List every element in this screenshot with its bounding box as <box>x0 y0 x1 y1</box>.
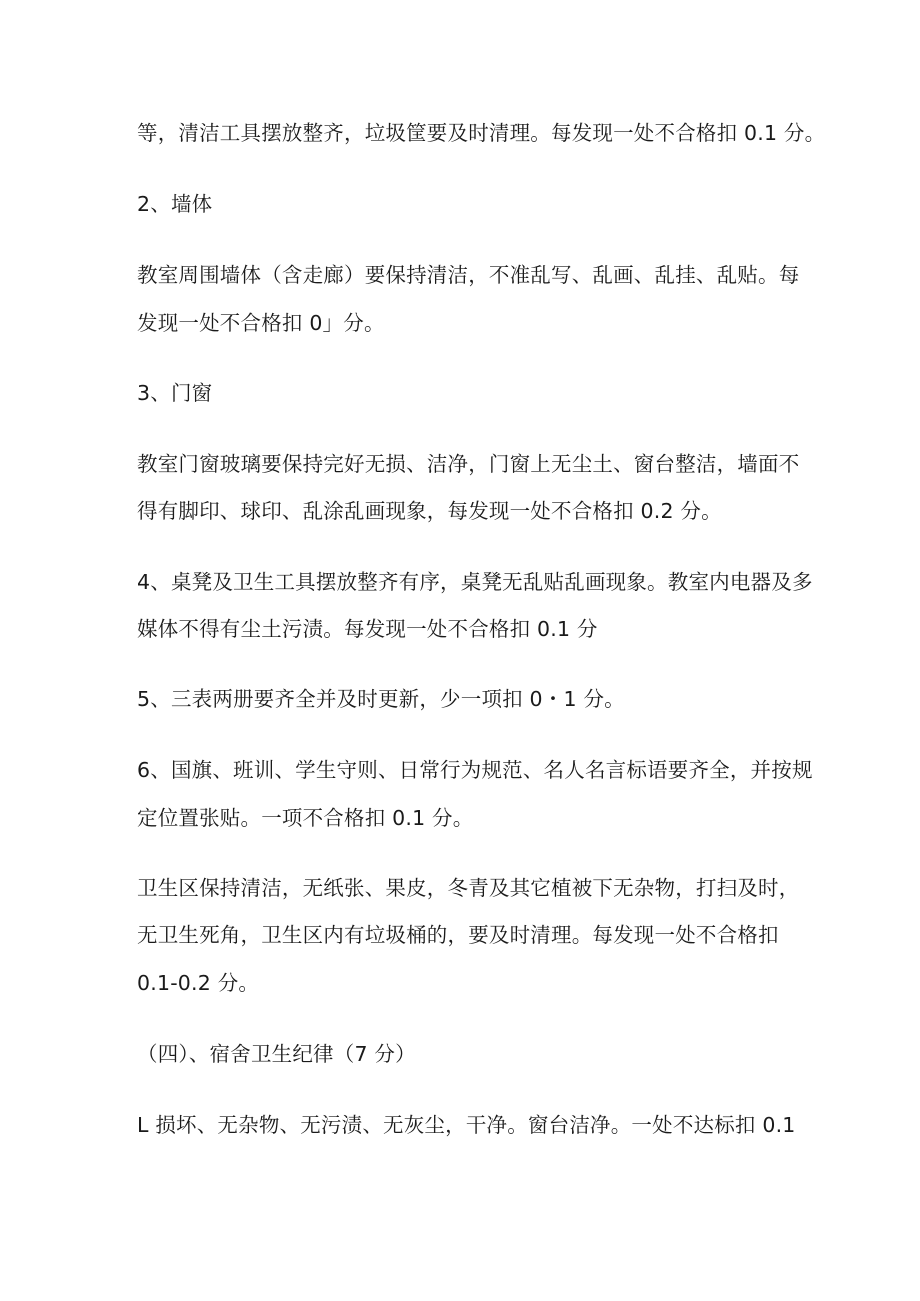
text-line-doors-1: 教室门窗玻璃要保持完好无损、洁净，门窗上无尘土、窗台整洁，墙面不 <box>137 452 800 476</box>
text-line-doors-2: 得有脚印、球印、乱涂乱画现象，每发现一处不合格扣 0.2 分。 <box>137 499 722 523</box>
heading-doors-windows: 3、门窗 <box>137 381 213 405</box>
text-line-hygiene-area-2: 无卫生死角，卫生区内有垃圾桶的，要及时清理。每发现一处不合格扣 <box>137 923 779 947</box>
text-line-desks-1: 4、桌凳及卫生工具摆放整齐有序，桌凳无乱贴乱画现象。教室内电器及多 <box>137 570 813 594</box>
text-line-tables-records: 5、三表两册要齐全并及时更新，少一项扣 0・1 分。 <box>137 687 625 711</box>
heading-dormitory: （四）、宿舍卫生纪律（7 分） <box>137 1042 416 1066</box>
heading-walls: 2、墙体 <box>137 192 213 216</box>
text-line-hygiene-area-3: 0.1-0.2 分。 <box>137 971 260 995</box>
text-line-dormitory-1: L 损坏、无杂物、无污渍、无灰尘，干净。窗台洁净。一处不达标扣 0.1 <box>137 1113 796 1137</box>
text-line-flag-1: 6、国旗、班训、学生守则、日常行为规范、名人名言标语要齐全，并按规 <box>137 758 813 782</box>
text-line-walls-1: 教室周围墙体（含走廊）要保持清洁，不准乱写、乱画、乱挂、乱贴。每 <box>137 263 800 287</box>
text-line-walls-2: 发现一处不合格扣 0」分。 <box>137 311 385 335</box>
text-line-desks-2: 媒体不得有尘土污渍。每发现一处不合格扣 0.1 分 <box>137 617 598 641</box>
text-line-flag-2: 定位置张贴。一项不合格扣 0.1 分。 <box>137 806 474 830</box>
text-line-hygiene-area-1: 卫生区保持清洁，无纸张、果皮，冬青及其它植被下无杂物，打扫及时， <box>137 876 800 900</box>
text-line-tools-clause: 等，清洁工具摆放整齐，垃圾筐要及时清理。每发现一处不合格扣 0.1 分。 <box>137 121 826 145</box>
